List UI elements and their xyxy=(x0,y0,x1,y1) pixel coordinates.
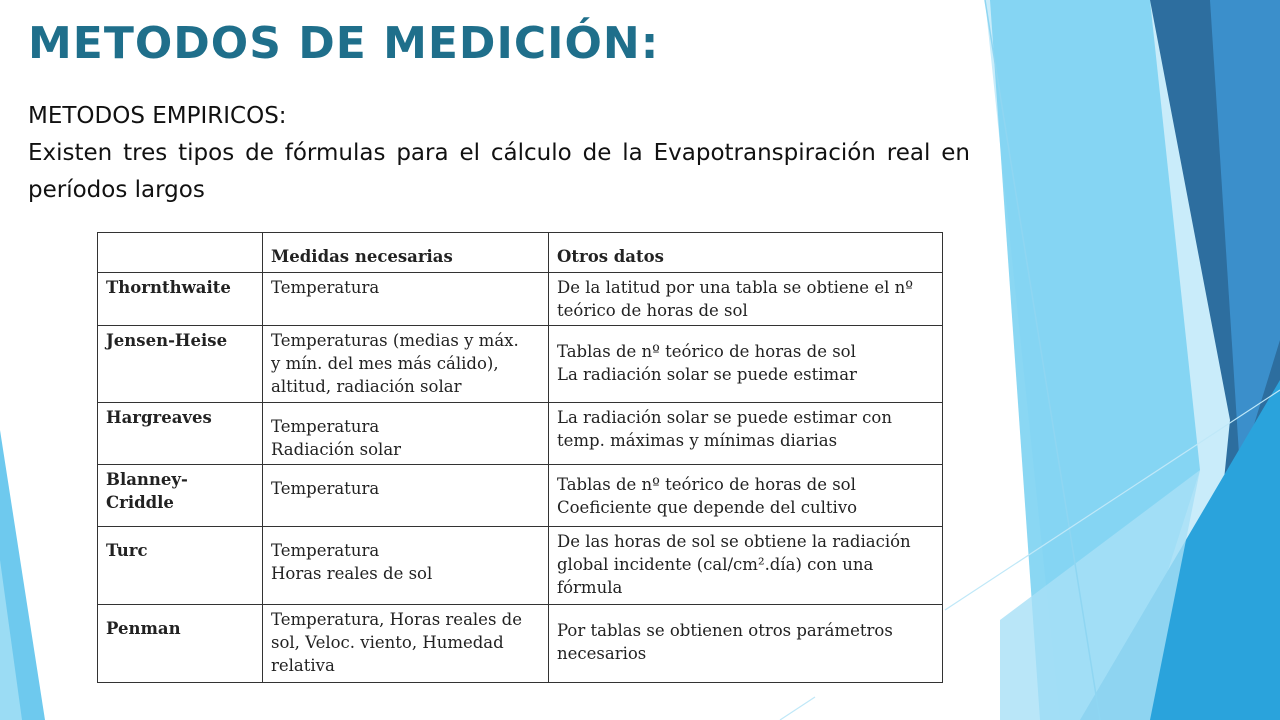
medidas-cell: Temperaturas (medias y máx. y mín. del mes más cálido), altitud, radiación solar xyxy=(263,326,549,403)
method-name: Hargreaves xyxy=(98,403,263,465)
medidas-cell: Temperatura xyxy=(263,465,549,527)
otros-cell: Tablas de nº teórico de horas de sol Coeficiente que depende del cultivo xyxy=(549,465,943,527)
slide-body xyxy=(28,98,970,209)
otros-cell: Por tablas se obtienen otros parámetros necesarios xyxy=(549,605,943,683)
header-medidas-necesarias: Medidas necesarias xyxy=(263,233,549,273)
medidas-cell: Temperatura Radiación solar xyxy=(263,403,549,465)
otros-cell: De las horas de sol se obtiene la radiación global incidente (cal/cm².día) con una fórmula xyxy=(549,527,943,605)
header-otros-datos: Otros datos xyxy=(549,233,943,273)
methods-table xyxy=(97,232,943,683)
medidas-cell: Temperatura, Horas reales de sol, Veloc. viento, Humedad relativa xyxy=(263,605,549,683)
table-row xyxy=(98,403,943,465)
method-name: Thornthwaite xyxy=(98,273,263,326)
otros-cell: Tablas de nº teórico de horas de sol La radiación solar se puede estimar xyxy=(549,326,943,403)
method-name: Turc xyxy=(98,527,263,605)
deco-thin-line-3 xyxy=(780,697,815,720)
method-name: Penman xyxy=(98,605,263,683)
medidas-cell: Temperatura Horas reales de sol xyxy=(263,527,549,605)
method-name: Jensen-Heise xyxy=(98,326,263,403)
slide-title: METODOS DE MEDICIÓN: xyxy=(28,18,660,69)
section-subtitle: METODOS EMPIRICOS: xyxy=(28,103,287,129)
table-row xyxy=(98,527,943,605)
table-row xyxy=(98,273,943,326)
table-header-row xyxy=(98,233,943,273)
otros-cell: De la latitud por una tabla se obtiene el nº teórico de horas de sol xyxy=(549,273,943,326)
medidas-cell: Temperatura xyxy=(263,273,549,326)
header-method xyxy=(98,233,263,273)
intro-paragraph: Existen tres tipos de fórmulas para el cálculo de la Evapotranspiración real en períodos largos xyxy=(28,140,970,203)
table-row xyxy=(98,465,943,527)
otros-cell: La radiación solar se puede estimar con temp. máximas y mínimas diarias xyxy=(549,403,943,465)
table-row xyxy=(98,326,943,403)
table-row xyxy=(98,605,943,683)
method-name: Blanney- Criddle xyxy=(98,465,263,527)
